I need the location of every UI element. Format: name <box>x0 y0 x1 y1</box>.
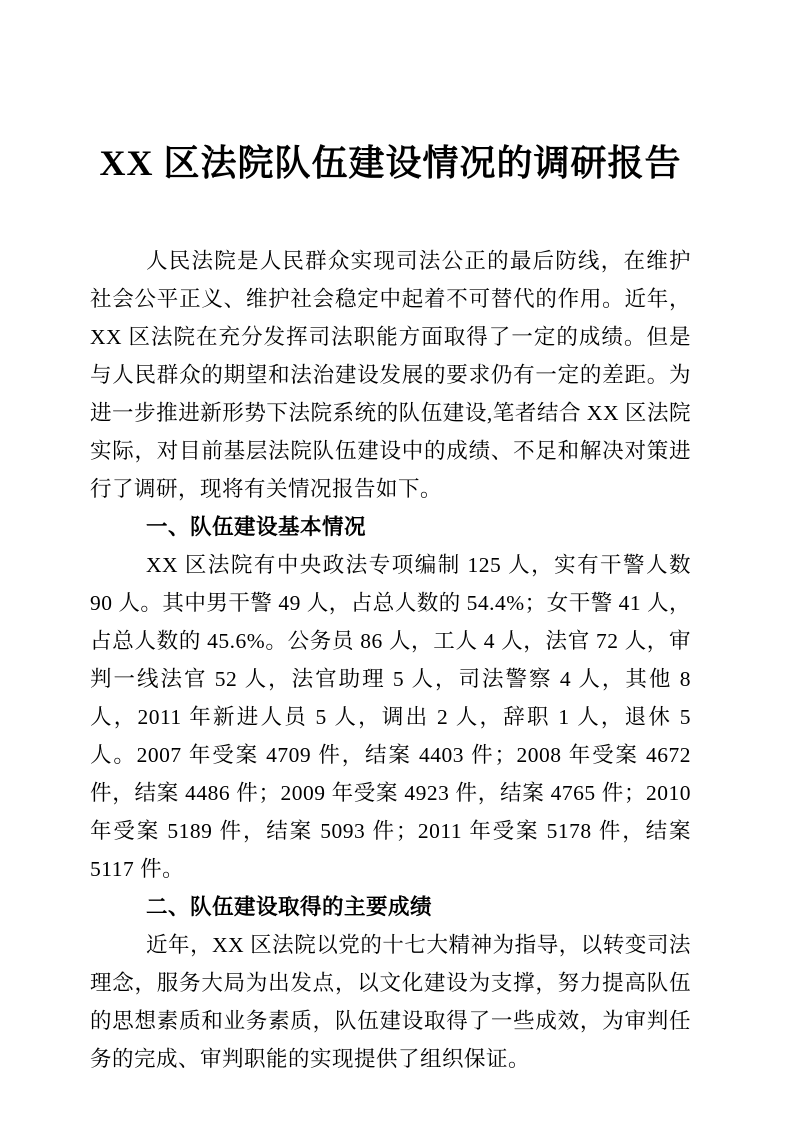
paragraph-introduction: 人民法院是人民群众实现司法公正的最后防线，在维护社会公平正义、维护社会稳定中起着不可替代的作用。近年，XX 区法院在充分发挥司法职能方面取得了一定的成绩。但是与人民群众的期望和法治建设发展的要求仍有一定的差距。为进一步推进新形势下法院系统的队伍建设,笔者结合 XX 区法院实际，对目前基层法院队伍建设中的成绩、不足和解决对策进行了调研，现将有关情况报告如下。 <box>90 249 691 501</box>
document-title: XX 区法院队伍建设情况的调研报告 <box>99 143 682 183</box>
paragraph-basic-situation: XX 区法院有中央政法专项编制 125 人，实有干警人数 90 人。其中男干警 49 人，占总人数的 54.4%；女干警 41 人，占总人数的 45.6%。公务员 86 人，工人 4 人，法官 72 人，审判一线法官 52 人，法官助理 5 人，司法警察 4 人，其他 8 人，2011 年新进人员 5 人，调出 2 人，辞职 1 人，退休 5 人。2007 年受案 4709 件，结案 4403 件；2008 年受案 4672 件，结案 4486 件；2009 年受案 4923 件，结案 4765 件；2010 年受案 5189 件，结案 5093 件；2011 年受案 5178 件，结案 5117 件。 <box>90 553 691 881</box>
document-content <box>90 140 691 1078</box>
section-heading-basic-situation: 一、队伍建设基本情况 <box>146 515 367 539</box>
paragraph-main-achievements: 近年，XX 区法院以党的十七大精神为指导，以转变司法理念，服务大局为出发点，以文化建设为支撑，努力提高队伍的思想素质和业务素质，队伍建设取得了一些成效，为审判任务的完成、审判职能的实现提供了组织保证。 <box>90 933 691 1071</box>
section-heading-main-achievements: 二、队伍建设取得的主要成绩 <box>146 895 433 919</box>
